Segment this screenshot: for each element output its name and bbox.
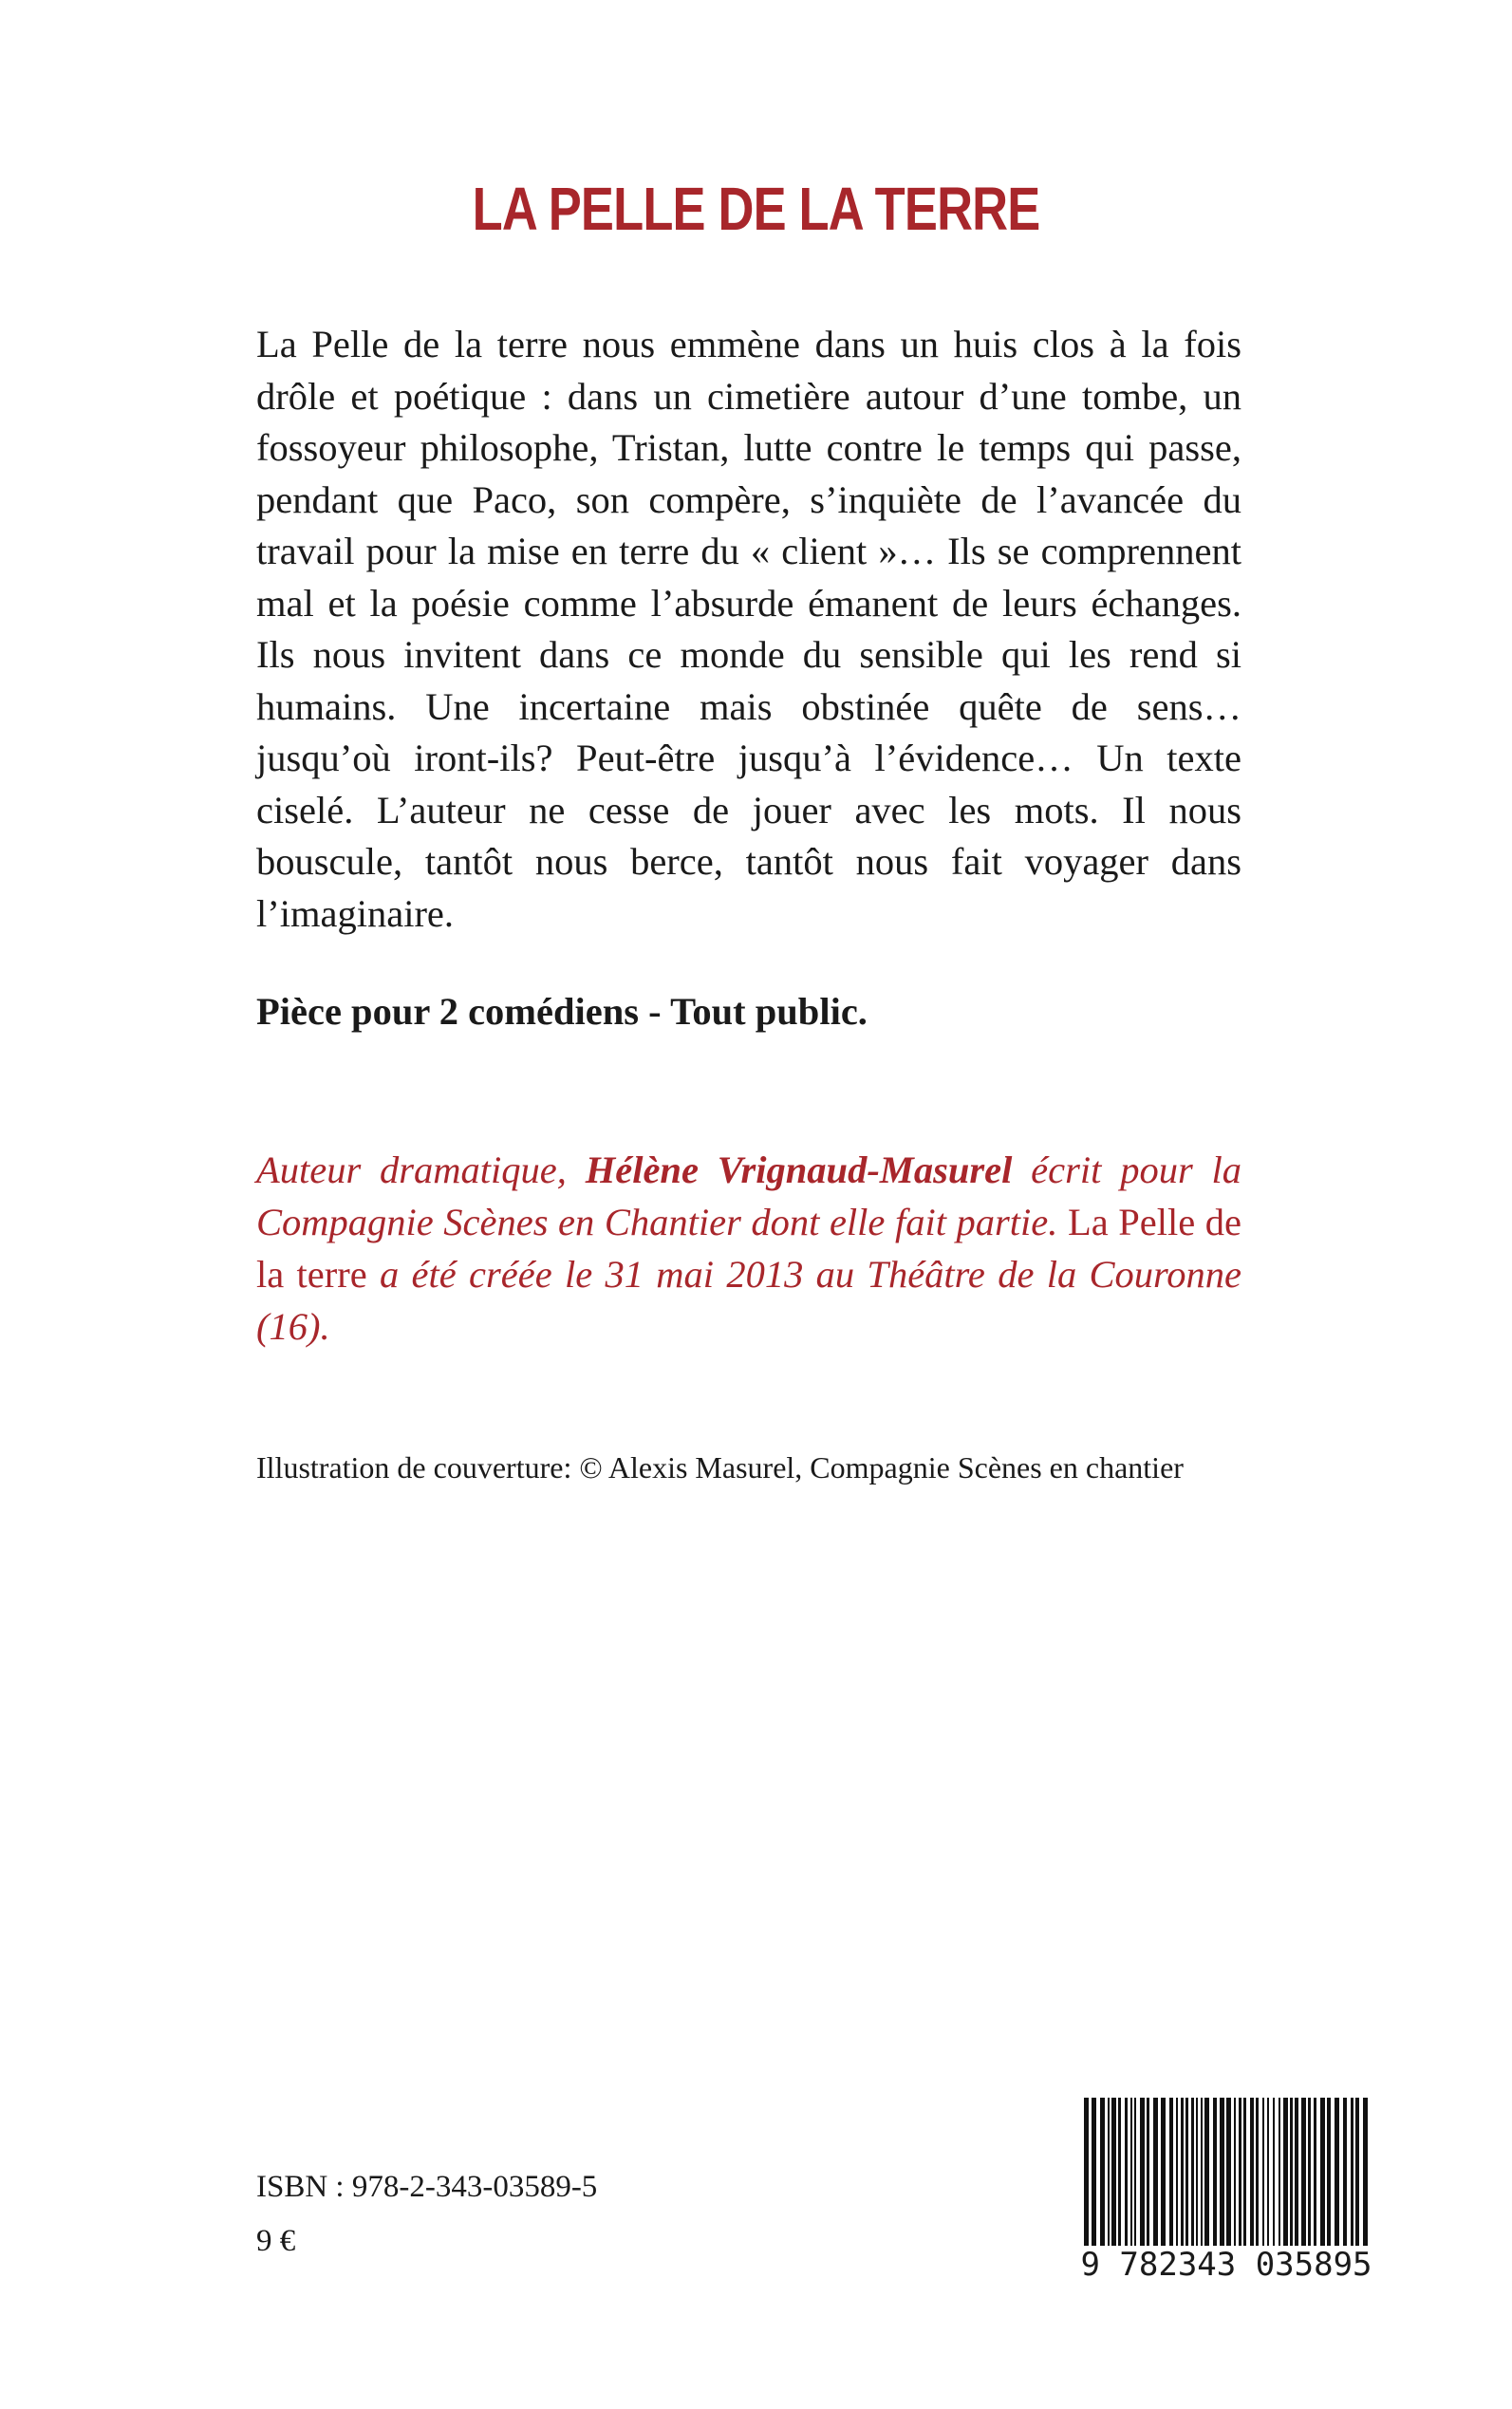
cover-illustration-credit: Illustration de couverture: © Alexis Masurel, Compagnie Scènes en chantier [256,1450,1184,1485]
author-bio-company: écrit pour la Compagnie Scènes en Chantier dont elle fait partie. [256,1148,1242,1243]
book-title: LA PELLE DE LA TERRE [472,175,1040,243]
isbn-number: ISBN : 978-2-343-03589-5 [256,2170,598,2204]
barcode-digits: 9 782343 035895 [1080,2246,1372,2284]
author-name: Hélène Vrignaud-Masurel [585,1148,1013,1191]
isbn-barcode [1080,2098,1372,2288]
barcode-bars-icon [1080,2098,1372,2250]
synopsis-paragraph: La Pelle de la terre nous emmène dans un huis clos à la fois drôle et poétique : dans un cimetière autour d’une tombe, un fossoyeur philosophe, Tristan, lutte contre le temps qui passe, pendant que Paco, son compère, s’inquiète de l’avancée du travail pour la mise en terre du « client »… Ils se comprennent mal et la poésie comme l’absurde émanent de leurs échanges. Ils nous invitent dans ce monde du sensible qui les rend si humains. Une incertaine mais obstinée quête de sens… jusqu’où iront-ils? Peut-être jusqu’à l’évidence… Un texte ciselé. L’auteur ne cesse de jouer avec les mots. Il nous bouscule, tantôt nous berce, tantôt nous fait voyager dans l’imaginaire. [256,323,1241,935]
author-bio-intro: Auteur dramatique, [256,1148,586,1191]
play-tagline: Pièce pour 2 comédiens - Tout public. [256,990,868,1033]
author-bio-work-title: La Pelle de la terre [256,1201,1242,1296]
author-bio-premiere: a été créée le 31 mai 2013 au Théâtre de la Couronne (16). [256,1253,1242,1348]
author-bio [256,1144,1241,1353]
price: 9 € [256,2224,296,2258]
